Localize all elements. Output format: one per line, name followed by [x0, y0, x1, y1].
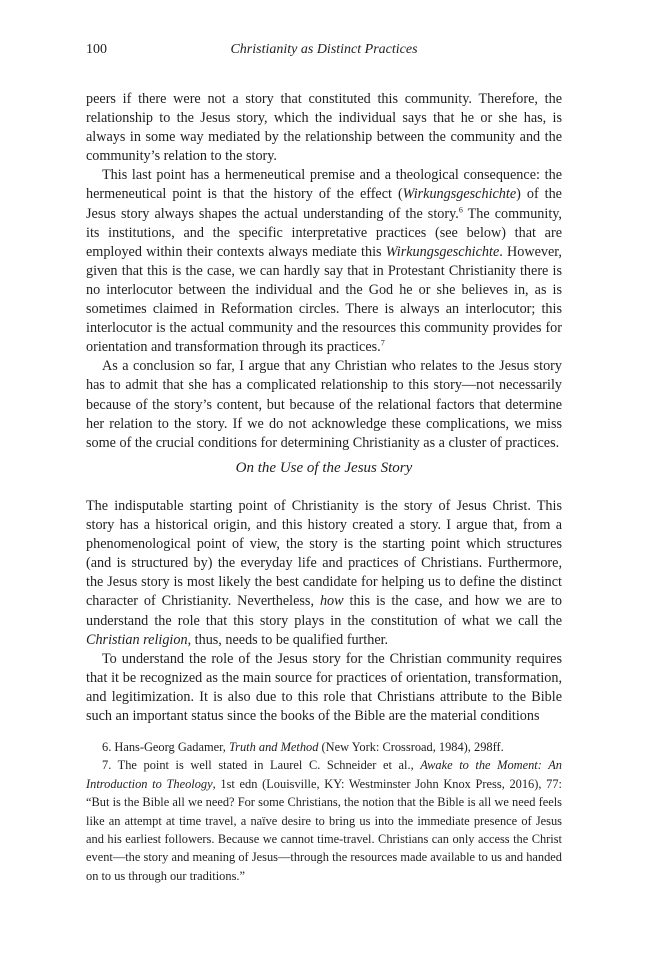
- page-number: 100: [86, 42, 107, 57]
- italic-term: how: [319, 593, 344, 610]
- running-header: [86, 42, 562, 64]
- footnote-ref-7[interactable]: 7: [380, 338, 385, 348]
- body-text-block-2: [86, 497, 562, 726]
- body-text-block-1: [86, 90, 562, 453]
- italic-term: Wirkungsgeschichte: [402, 186, 517, 203]
- italic-term: Christian religion: [86, 631, 188, 648]
- footnote-7: 7. The point is well stated in Laurel C. Schneider et al., Awake to the Moment: An Introduction to Theology, 1st edn (Louisville, KY: Westminster John Knox Press, 2016), 77: “But is the Bible all we need? For some Christians, the notion that the Bible is all we need feels like an attempt at time travel, a naïve desire to bring us into the immediate presence of Jesus and his earliest followers. Because we cannot time-travel. Christians can only access the Christ event—the story and meaning of Jesus—through the resources made available to us and handed on to us through our traditions.”: [86, 758, 562, 883]
- italic-term: Wirkungsgeschichte: [385, 243, 500, 260]
- footnotes: [86, 738, 562, 885]
- paragraph: As a conclusion so far, I argue that any Christian who relates to the Jesus story has to admit that she has a complicated relationship to this story—not necessarily because of the story’s content, but because of the relational factors that determine her relation to the story. If we do not acknowledge these complications, we miss some of the crucial conditions for determining Christianity as a cluster of practices.: [86, 358, 562, 451]
- running-title: Christianity as Distinct Practices: [230, 42, 418, 57]
- paragraph: The indisputable starting point of Christianity is the story of Jesus Christ. This story has a historical origin, and this history created a story. I argue that, from a phenomenological point of view, the story is the starting point which structures (and is structured by) the everyday life and practices of Christians. Furthermore, the Jesus story is most likely the best candidate for helping us to define the distinct character of Christianity. Nevertheless, how this is the case, and how we are to understand the role that this story plays in the constitution of what we call the Christian religion, thus, needs to be qualified further.: [86, 498, 562, 648]
- italic-title: Awake to the Moment: An Introduction to Theology: [86, 758, 562, 791]
- footnote-6: 6. Hans-Georg Gadamer, Truth and Method (New York: Crossroad, 1984), 298ff.: [102, 740, 504, 754]
- paragraph: To understand the role of the Jesus story for the Christian community requires that it be recognized as the main source for practices of orientation, transformation, and legitimization. It is also due to this role that Christians attribute to the Bible such an important status since the books of the Bible are the material conditions: [86, 650, 562, 725]
- paragraph: peers if there were not a story that constituted this community. Therefore, the relationship to the Jesus story, which the individual says that he or she has, is always in some way mediated by the relationship between the community and the community’s relation to the story.: [86, 91, 562, 165]
- section-heading: On the Use of the Jesus Story: [235, 460, 413, 476]
- footnote-ref-6[interactable]: 6: [458, 204, 463, 214]
- paragraph: This last point has a hermeneutical premise and a theological consequence: the hermeneutical point is that the history of the effect (Wirkungsgeschichte) of the Jesus story always shapes the actual understanding of the story.$^6$ The community, its institutions, and the specific interpretative practices (see below) that are employed within their contexts always mediate this Wirkungsgeschichte. However, given that this is the case, we can hardly say that in Protestant Christianity there is no interlocutor between the individual and the God he or she believes in, as is sometimes claimed in Reformation circles. There is always an interlocutor; this interlocutor is the actual community and the resources this community provides for orientation and transformation through its practices.$^7$: [86, 167, 562, 356]
- italic-title: Truth and Method: [228, 740, 319, 754]
